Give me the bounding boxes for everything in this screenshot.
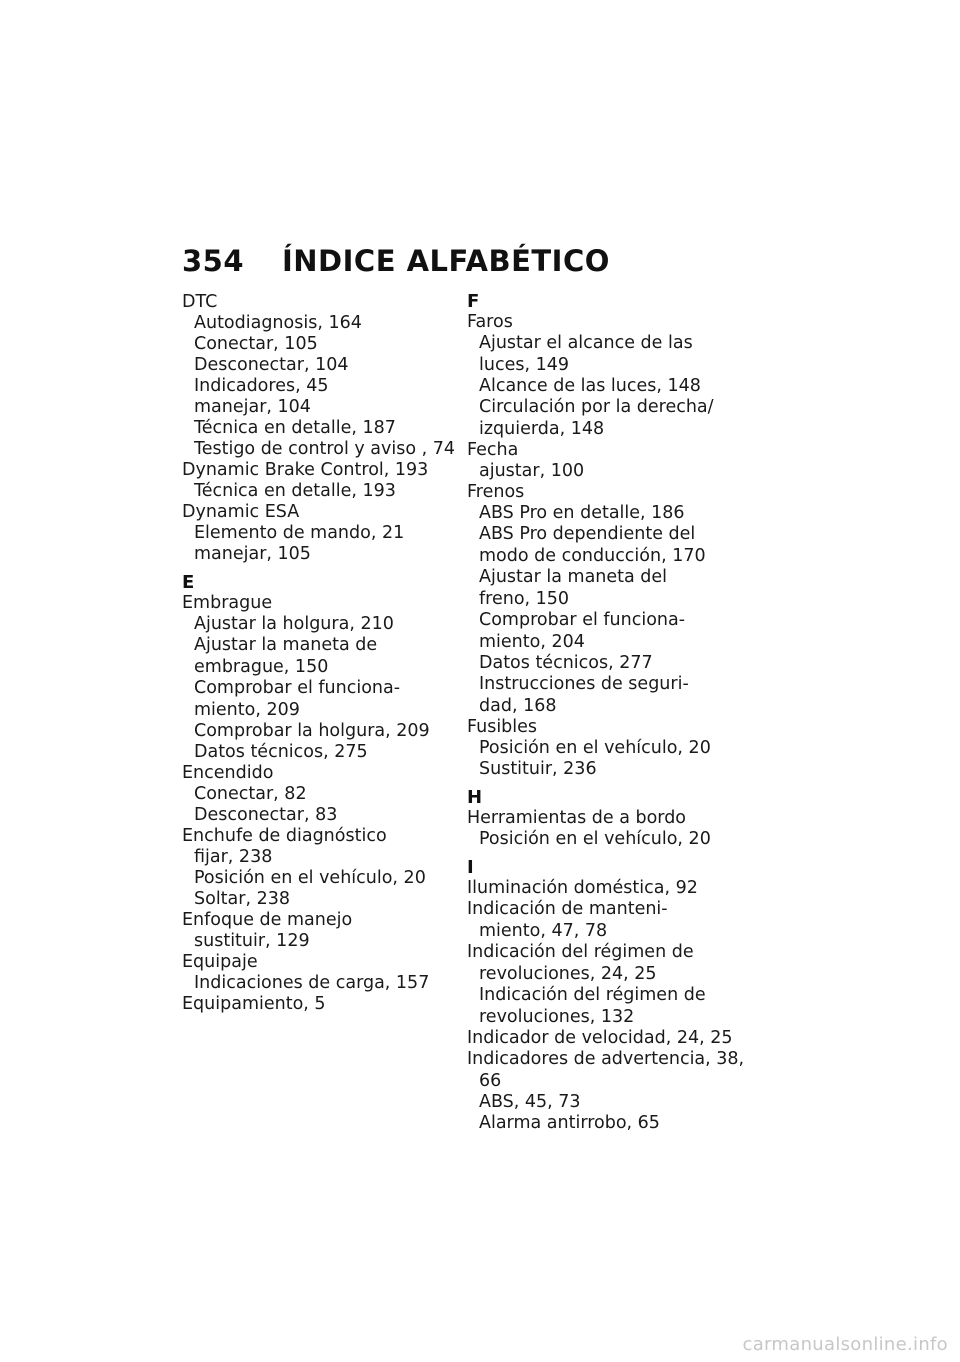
page-header [182,244,610,278]
index-section-letter: E [182,572,195,593]
index-entry: Iluminación doméstica, 92 [467,878,698,898]
index-subentry: Comprobar el funciona- [479,610,686,630]
index-entry: Frenos [467,482,525,502]
index-entry: Herramientas de a bordo [467,808,687,828]
index-column-right [467,291,745,1134]
index-entry: Encendido [182,763,274,783]
index-subentry: ABS Pro en detalle, 186 [479,503,685,523]
index-subentry: Instrucciones de seguri- [479,674,689,694]
index-subentry: Autodiagnosis, 164 [194,313,362,333]
index-entry: Equipaje [182,952,258,972]
index-subentry: Circulación por la derecha/ [479,397,714,417]
index-column-left [182,292,457,1015]
index-entry: Dynamic Brake Control, 193 [182,460,429,480]
index-subentry: Sustituir, 236 [479,759,597,779]
index-entry: Fusibles [467,717,538,737]
index-entry: Indicador de velocidad, 24, 25 [467,1028,733,1048]
index-subentry: Comprobar el funciona- [194,678,401,698]
index-subentry: Desconectar, 104 [194,355,349,375]
index-entry-continuation: luces, 149 [479,355,569,375]
index-subentry: Elemento de mando, 21 [194,523,405,543]
index-subentry: ABS, 45, 73 [479,1092,581,1112]
index-subentry: Indicaciones de carga, 157 [194,973,430,993]
index-entry-continuation: izquierda, 148 [479,419,605,439]
index-subentry: Alarma antirrobo, 65 [479,1113,660,1133]
index-section-letter: F [467,291,480,312]
index-entry-continuation: miento, 209 [194,700,300,720]
index-entry-continuation: revoluciones, 24, 25 [479,964,657,984]
index-subentry: Datos técnicos, 277 [479,653,653,673]
index-subentry: Alcance de las luces, 148 [479,376,701,396]
index-subentry: sustituir, 129 [194,931,310,951]
index-subentry: Conectar, 82 [194,784,307,804]
index-subentry: ABS Pro dependiente del [479,524,696,544]
index-subentry: Ajustar la holgura, 210 [194,614,394,634]
index-entry: Indicación de manteni- [467,899,668,919]
index-subentry: Ajustar la maneta de [194,635,378,655]
index-subentry: Soltar, 238 [194,889,290,909]
index-entry-continuation: 66 [479,1071,502,1091]
index-entry: DTC [182,292,218,312]
index-entry-continuation: embrague, 150 [194,657,329,677]
index-subentry: Indicadores, 45 [194,376,329,396]
index-entry: Faros [467,312,513,332]
index-subentry: Posición en el vehículo, 20 [194,868,426,888]
index-subentry: Comprobar la holgura, 209 [194,721,430,741]
index-subentry: Datos técnicos, 275 [194,742,368,762]
index-subentry: Ajustar el alcance de las [479,333,693,353]
index-subentry: manejar, 104 [194,397,311,417]
index-subentry: manejar, 105 [194,544,311,564]
index-subentry: Técnica en detalle, 187 [194,418,396,438]
index-entry: Enfoque de manejo [182,910,353,930]
index-subentry: Ajustar la maneta del [479,567,668,587]
index-subentry: Conectar, 105 [194,334,318,354]
index-entry: Equipamiento, 5 [182,994,326,1014]
index-entry: Enchufe de diagnóstico [182,826,387,846]
index-subentry: fijar, 238 [194,847,273,867]
page-number: 354 [182,244,245,278]
index-subentry: Testigo de control y aviso , 74 [194,439,456,459]
index-section-letter: I [467,857,474,878]
index-entry-continuation: miento, 47, 78 [479,921,608,941]
index-entry: Embrague [182,593,273,613]
page-title: ÍNDICE ALFABÉTICO [282,244,610,278]
index-entry-continuation: revoluciones, 132 [479,1007,635,1027]
index-subentry: Desconectar, 83 [194,805,338,825]
watermark: carmanualsonline.info [742,1334,948,1355]
index-entry: Fecha [467,440,519,460]
index-entry-continuation: freno, 150 [479,589,570,609]
index-subentry: Posición en el vehículo, 20 [479,829,711,849]
index-subentry: Posición en el vehículo, 20 [479,738,711,758]
index-subentry: ajustar, 100 [479,461,585,481]
index-subentry: Indicación del régimen de [479,985,706,1005]
index-subentry: Técnica en detalle, 193 [194,481,396,501]
index-entry-continuation: modo de conducción, 170 [479,546,706,566]
index-entry-continuation: dad, 168 [479,696,557,716]
index-section-letter: H [467,787,483,808]
index-entry: Dynamic ESA [182,502,300,522]
index-entry: Indicadores de advertencia, 38, [467,1049,745,1069]
index-entry-continuation: miento, 204 [479,632,585,652]
index-entry: Indicación del régimen de [467,942,694,962]
